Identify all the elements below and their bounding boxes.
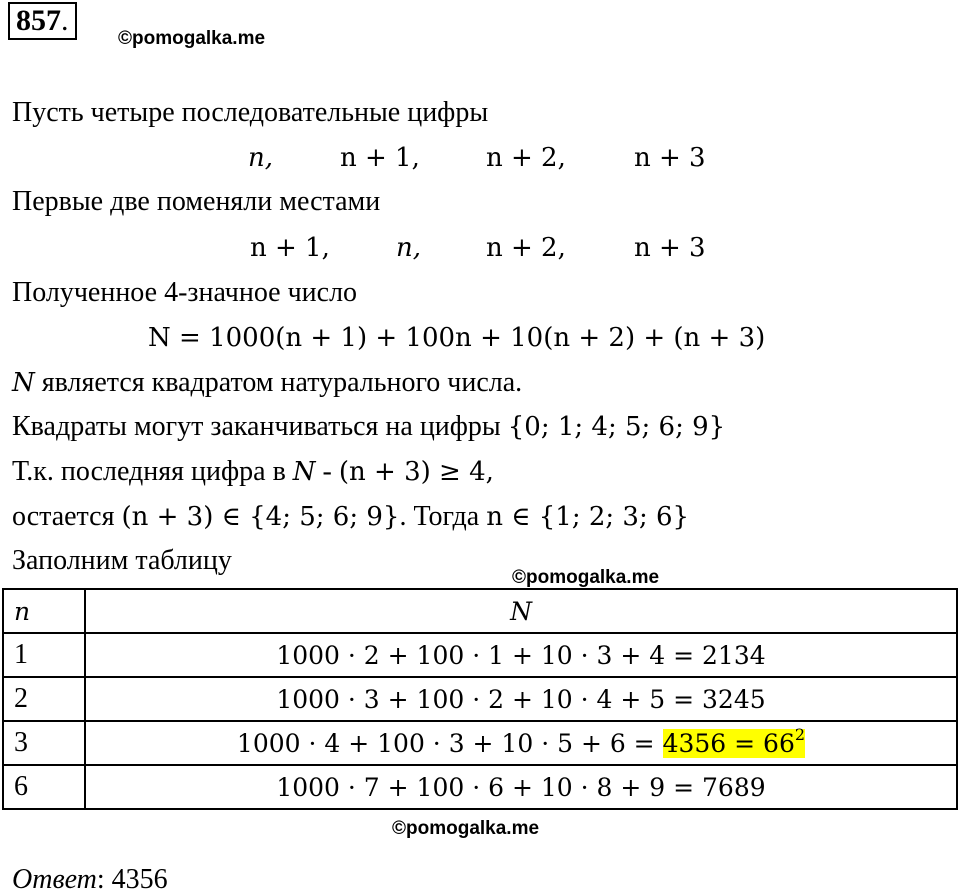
seq1-term-3: n + 2, — [486, 143, 566, 173]
seq2-term-4: n + 3 — [634, 233, 706, 263]
seq2-term-1: n + 1, — [250, 233, 330, 263]
answer-label: Ответ — [12, 864, 97, 895]
cell-expr: 1000 · 7 + 100 · 6 + 10 · 8 + 9 = 7689 — [85, 765, 957, 809]
cell-n: 6 — [3, 765, 85, 809]
sequence-1 — [0, 141, 960, 175]
table-row — [3, 677, 957, 721]
var-N-2: N — [292, 457, 316, 487]
answer-line — [12, 864, 168, 896]
cell-expr-highlighted: $1000 \cdot 4 + 100 \cdot 3 + 10 \cdot 5 + 6 = 4356 = 66^2$ — [85, 721, 957, 765]
problem-number: 857. — [8, 2, 77, 40]
text-line-1: Пусть четыре последовательные цифры — [12, 97, 489, 128]
seq2-term-2: n, — [396, 233, 422, 263]
text-line-8: Заполним таблицу — [12, 545, 232, 576]
answer-value: : 4356 — [96, 864, 168, 895]
cell-n: 2 — [3, 677, 85, 721]
text-line-2: Первые две поменяли местами — [12, 186, 381, 217]
header-n: n — [3, 589, 85, 633]
set-n: n ∈ {1; 2; 3; 6} — [486, 502, 690, 532]
watermark-top: ©pomogalka.me — [118, 28, 266, 49]
values-table — [2, 588, 958, 810]
table-row — [3, 633, 957, 677]
text-line-5: Квадраты могут заканчиваться на цифры {0; 1; 4; 5; 6; 9} — [12, 411, 726, 442]
set-n-plus-3: (n + 3) ∈ {4; 5; 6; 9} — [121, 502, 400, 532]
table-row — [3, 721, 957, 765]
seq1-term-2: n + 1, — [340, 143, 420, 173]
sequence-2 — [0, 231, 960, 265]
text-line-6: Т.к. последняя цифра в N - (n + 3) ≥ 4, — [12, 456, 494, 487]
cell-expr: 1000 · 2 + 100 · 1 + 10 · 3 + 4 = 2134 — [85, 633, 957, 677]
var-N: N — [12, 368, 35, 398]
cell-n: 1 — [3, 633, 85, 677]
highlighted-result: $4356 = 66^2$ — [662, 724, 806, 758]
table-row — [3, 765, 957, 809]
digit-set: {0; 1; 4; 5; 6; 9} — [507, 412, 726, 442]
text-line-4: N является квадратом натурального числа. — [12, 367, 523, 398]
header-N: N — [85, 589, 957, 633]
formula-N: N = 1000(n + 1) + 100n + 10(n + 2) + (n + 3) — [148, 323, 766, 353]
cell-n: 3 — [3, 721, 85, 765]
inequality: (n + 3) ≥ 4, — [338, 457, 494, 487]
seq2-term-3: n + 2, — [486, 233, 566, 263]
cell-expr: 1000 · 3 + 100 · 2 + 10 · 4 + 5 = 3245 — [85, 677, 957, 721]
seq1-term-4: n + 3 — [634, 143, 706, 173]
watermark-bottom: ©pomogalka.me — [392, 818, 540, 839]
watermark-middle: ©pomogalka.me — [512, 567, 660, 588]
seq1-term-1: n, — [248, 143, 274, 173]
text-line-7: остается (n + 3) ∈ {4; 5; 6; 9}. Тогда n ∈ {1; 2; 3; 6} — [12, 501, 690, 532]
table-header-row — [3, 589, 957, 633]
text-line-3: Полученное 4-значное число — [12, 277, 358, 308]
